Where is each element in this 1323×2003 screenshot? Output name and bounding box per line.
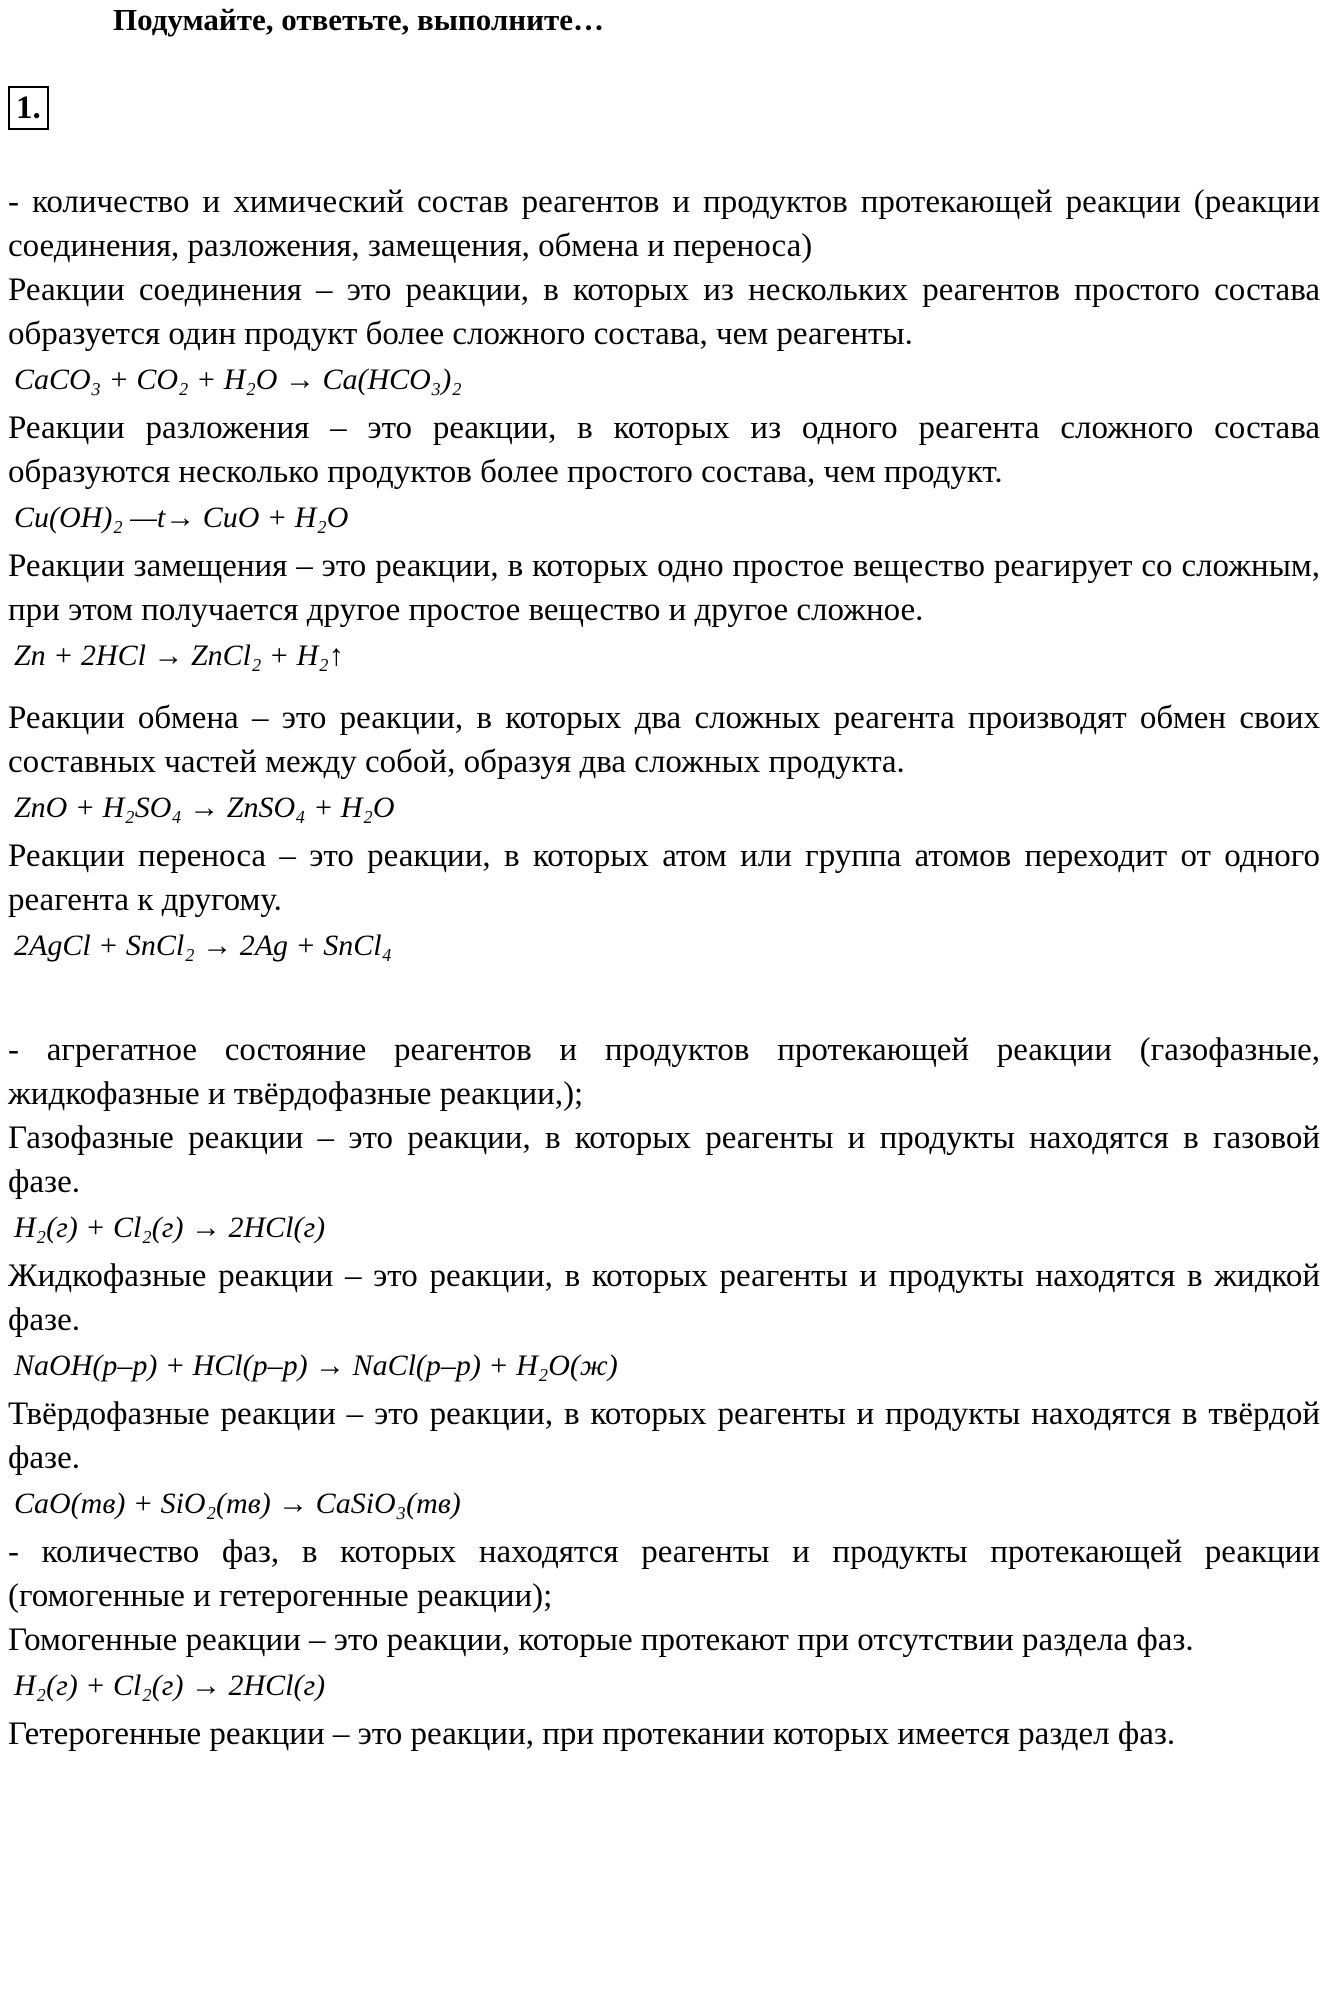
definition-decomposition: Реакции разложения – это реакции, в которых из одного реагента сложного состава образуются несколько продуктов более простого состава, чем продукт. [8, 410, 1320, 490]
definition-substitution: Реакции замещения – это реакции, в которых одно простое вещество реагирует со сложным, при этом получается другое простое вещество и другое сложное. [8, 548, 1320, 628]
definition-heterogeneous: Гетерогенные реакции – это реакции, при протекании которых имеется раздел фаз. [8, 1716, 1176, 1752]
equation-liquid-phase: NaOH(р–р) + HCl(р–р) → NaCl(р–р) + H₂O(ж) [14, 1349, 618, 1382]
equation-combination: CaCO₃ + CO₂ + H₂O → Ca(HCO₃)₂ [14, 363, 462, 396]
equation-homogeneous: H₂(г) + Cl₂(г) → 2HCl(г) [14, 1669, 326, 1702]
equation-decomposition: Cu(OH)₂ —t→ CuO + H₂O [14, 501, 349, 534]
page-heading: Подумайте, ответьте, выполните… [113, 2, 604, 37]
spacer [8, 682, 1320, 696]
section-intro-phase-count: - количество фаз, в которых находятся реагенты и продукты протекающей реакции (гомогенные и гетерогенные реакции); [8, 1534, 1320, 1614]
answer-content [8, 180, 1320, 1756]
task-number-box: 1. [8, 86, 49, 130]
spacer [8, 972, 1320, 1028]
definition-liquid-phase: Жидкофазные реакции – это реакции, в которых реагенты и продукты находятся в жидкой фазе. [8, 1258, 1320, 1338]
definition-gas-phase: Газофазные реакции – это реакции, в которых реагенты и продукты находятся в газовой фазе. [8, 1120, 1320, 1200]
equation-transfer: 2AgCl + SnCl₂ → 2Ag + SnCl₄ [14, 929, 393, 962]
section-intro-aggregate-state: - агрегатное состояние реагентов и продуктов протекающей реакции (газофазные, жидкофазные и твёрдофазные реакции,); [8, 1032, 1320, 1112]
section-intro-composition: - количество и химический состав реагентов и продуктов протекающей реакции (реакции соединения, разложения, замещения, обмена и переноса) [8, 184, 1320, 264]
equation-exchange: ZnO + H₂SO₄ → ZnSO₄ + H₂O [14, 791, 395, 824]
definition-solid-phase: Твёрдофазные реакции – это реакции, в которых реагенты и продукты находятся в твёрдой фазе. [8, 1396, 1320, 1476]
equation-gas-phase: H₂(г) + Cl₂(г) → 2HCl(г) [14, 1211, 326, 1244]
equation-solid-phase: CaO(тв) + SiO₂(тв) → CaSiO₃(тв) [14, 1487, 461, 1520]
definition-homogeneous: Гомогенные реакции – это реакции, которые протекают при отсутствии раздела фаз. [8, 1622, 1194, 1658]
definition-exchange: Реакции обмена – это реакции, в которых два сложных реагента производят обмен своих составных частей между собой, образуя два сложных продукта. [8, 700, 1320, 780]
definition-transfer: Реакции переноса – это реакции, в которых атом или группа атомов переходит от одного реагента к другому. [8, 838, 1320, 918]
definition-combination: Реакции соединения – это реакции, в которых из нескольких реагентов простого состава образуется один продукт более сложного состава, чем реагенты. [8, 272, 1320, 352]
equation-substitution: Zn + 2HCl → ZnCl₂ + H₂↑ [14, 639, 344, 672]
